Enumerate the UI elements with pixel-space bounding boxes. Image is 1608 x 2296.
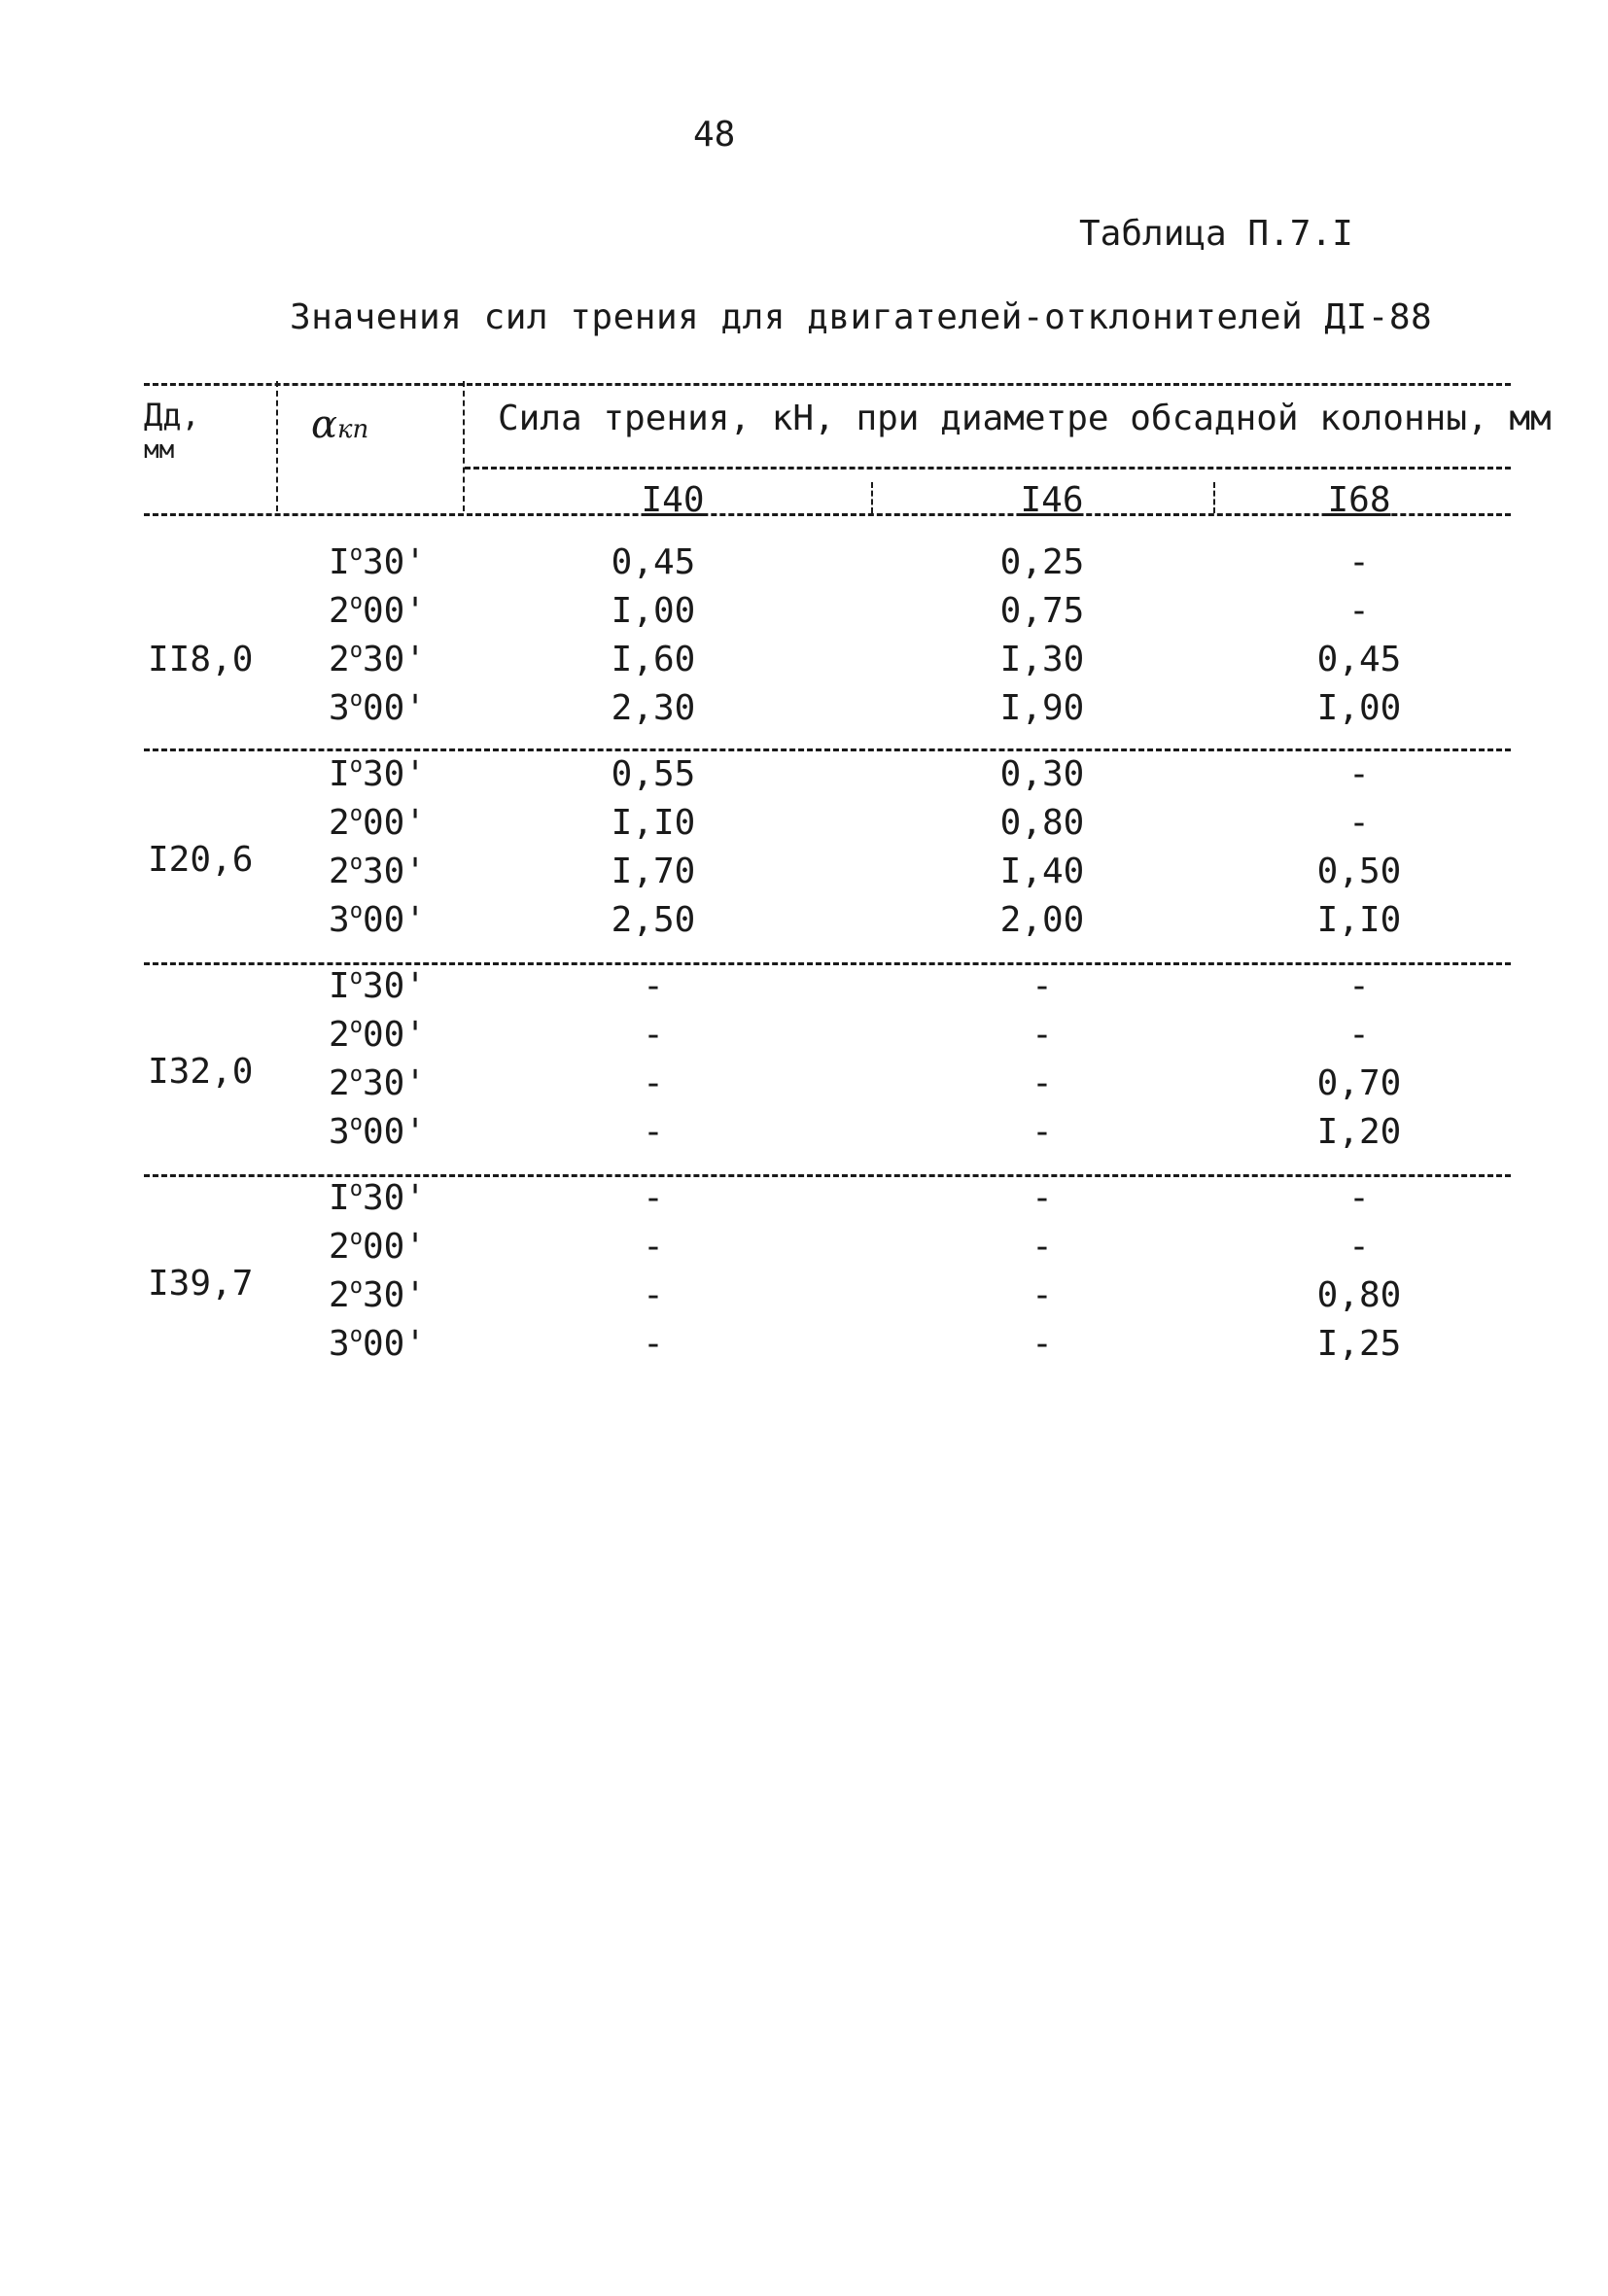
value-cell: -: [643, 966, 664, 1006]
angle-cell: $I^o30'$: [329, 1177, 426, 1218]
value-cell: I,20: [1316, 1112, 1402, 1152]
group-dd-value: I32,0: [148, 1052, 254, 1092]
angle-cell: 2$^o$00': [329, 802, 426, 843]
value-cell: -: [643, 1015, 664, 1055]
value-cell: I,00: [611, 591, 696, 631]
value-cell: -: [1348, 754, 1370, 794]
value-cell: -: [1031, 1227, 1053, 1267]
angle-cell: 3$^o$00': [329, 899, 426, 940]
angle-cell: 2$^o$00': [329, 590, 426, 631]
value-cell: 0,45: [1316, 640, 1402, 679]
value-cell: -: [643, 1227, 664, 1267]
value-cell: 0,45: [611, 542, 696, 582]
value-cell: I,60: [611, 640, 696, 679]
alpha-subscript: кп: [337, 415, 369, 444]
value-cell: 0,80: [999, 803, 1085, 843]
value-cell: I,25: [1316, 1324, 1402, 1364]
angle-cell: $I^o30'$: [329, 965, 426, 1006]
header-dd-unit: мм: [144, 435, 175, 465]
diameter-divider-2: [1213, 482, 1215, 513]
value-cell: -: [1348, 1227, 1370, 1267]
value-cell: -: [1031, 1275, 1053, 1315]
value-cell: 0,80: [1316, 1275, 1402, 1315]
header-diameter-146: I46: [1020, 480, 1084, 520]
value-cell: -: [643, 1275, 664, 1315]
value-cell: I,I0: [1316, 900, 1402, 940]
page-number: 48: [693, 115, 736, 155]
group-rule-1: [144, 748, 1511, 751]
angle-cell: 2$^o$30': [329, 851, 426, 891]
value-cell: -: [1031, 966, 1053, 1006]
value-cell: I,40: [999, 852, 1085, 891]
table-title: Значения сил трения для двигателей-отклонителей ДI-88: [290, 297, 1433, 337]
value-cell: I,90: [999, 688, 1085, 728]
angle-cell: 3$^o$00': [329, 1323, 426, 1364]
angle-cell: 2$^o$30': [329, 1062, 426, 1103]
header-dd: Дд,: [144, 397, 200, 434]
table-top-rule: [144, 383, 1511, 386]
value-cell: 0,55: [611, 754, 696, 794]
header-sub-rule: [465, 467, 1511, 470]
value-cell: 2,50: [611, 900, 696, 940]
value-cell: 2,30: [611, 688, 696, 728]
group-dd-value: II8,0: [148, 640, 254, 679]
value-cell: 2,00: [999, 900, 1085, 940]
value-cell: -: [643, 1112, 664, 1152]
value-cell: 0,70: [1316, 1063, 1402, 1103]
value-cell: -: [1031, 1324, 1053, 1364]
value-cell: I,I0: [611, 803, 696, 843]
value-cell: -: [1348, 1178, 1370, 1218]
value-cell: -: [1031, 1112, 1053, 1152]
value-cell: -: [1348, 966, 1370, 1006]
angle-cell: $I^o30'$: [329, 753, 426, 794]
angle-cell: 2$^o$30': [329, 639, 426, 679]
value-cell: -: [1031, 1063, 1053, 1103]
value-cell: -: [643, 1063, 664, 1103]
header-col-divider-2: [463, 381, 465, 511]
value-cell: -: [1348, 591, 1370, 631]
header-diameter-168: I68: [1327, 480, 1391, 520]
value-cell: -: [1348, 803, 1370, 843]
angle-cell: 3$^o$00': [329, 687, 426, 728]
angle-cell: 2$^o$00': [329, 1014, 426, 1055]
group-dd-value: I20,6: [148, 840, 254, 880]
value-cell: -: [1348, 542, 1370, 582]
diameter-divider-1: [871, 482, 873, 513]
value-cell: 0,50: [1316, 852, 1402, 891]
value-cell: 0,30: [999, 754, 1085, 794]
table-number: Таблица П.7.I: [1079, 214, 1353, 254]
angle-cell: 2$^o$30': [329, 1274, 426, 1315]
value-cell: -: [1348, 1015, 1370, 1055]
group-dd-value: I39,7: [148, 1264, 254, 1304]
header-diameter-140: I40: [641, 480, 705, 520]
value-cell: I,70: [611, 852, 696, 891]
value-cell: -: [643, 1324, 664, 1364]
value-cell: I,00: [1316, 688, 1402, 728]
value-cell: 0,75: [999, 591, 1085, 631]
angle-cell: $I^o30'$: [329, 541, 426, 582]
value-cell: 0,25: [999, 542, 1085, 582]
value-cell: -: [643, 1178, 664, 1218]
header-alpha: [311, 402, 368, 447]
angle-cell: 3$^o$00': [329, 1111, 426, 1152]
header-col-divider-1: [276, 381, 278, 511]
header-friction-force: Сила трения, кН, при диаметре обсадной колонны, мм: [498, 399, 1552, 438]
alpha-symbol: α: [311, 402, 338, 447]
value-cell: -: [1031, 1015, 1053, 1055]
value-cell: I,30: [999, 640, 1085, 679]
angle-cell: 2$^o$00': [329, 1226, 426, 1267]
value-cell: -: [1031, 1178, 1053, 1218]
